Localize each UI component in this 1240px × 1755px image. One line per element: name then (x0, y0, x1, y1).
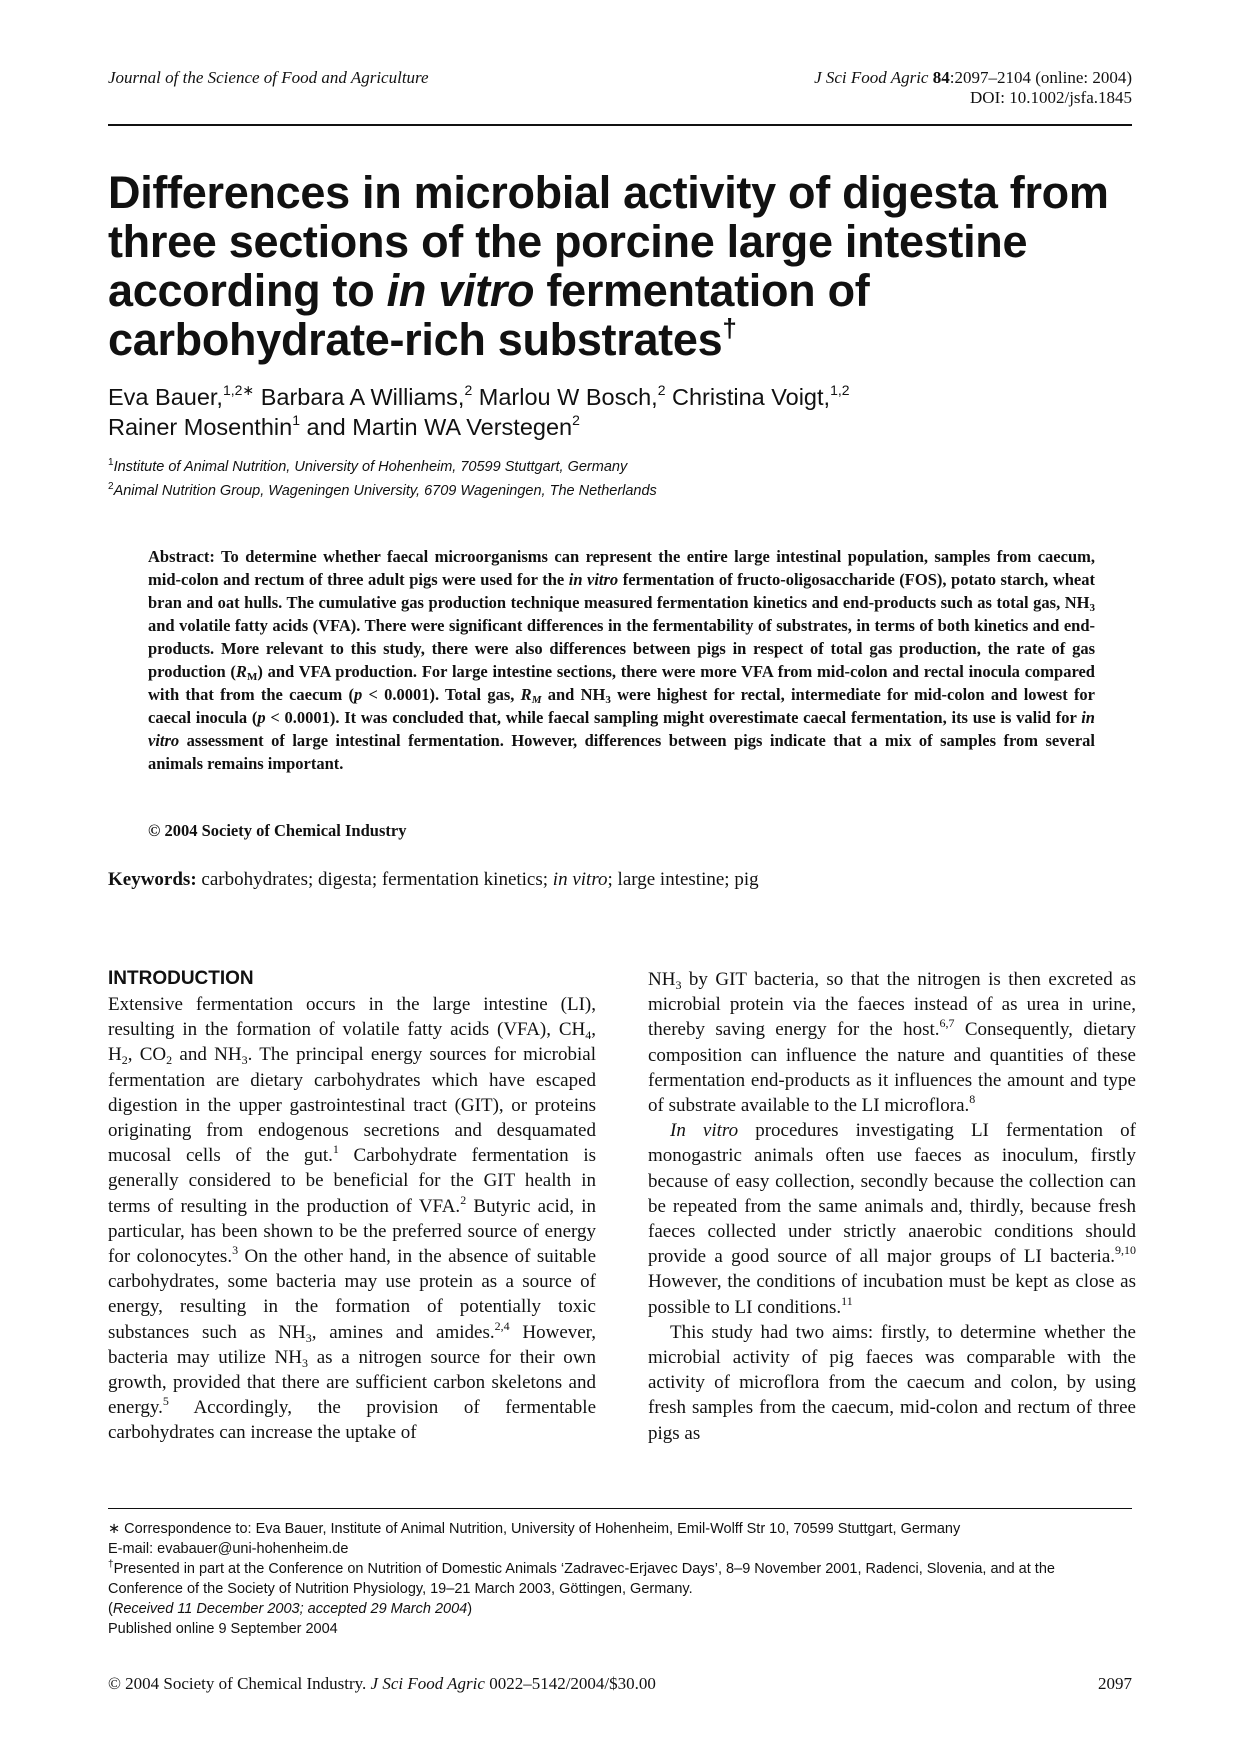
body-paragraph: In vitro procedures investigating LI fermentation of monogastric animals often use faeces as inoculum, firstly because of easy collection, secondly because the collection can be repeated from the same animals and, thirdly, because fresh faeces collected under strictly anaerobic conditions should provide a good source of all major groups of LI bacteria.$^{9,10}$ However, the conditions of incubation must be kept as close as possible to LI conditions.$^{11}$ (648, 1120, 1136, 1318)
published-date: Published online 9 September 2004 (108, 1621, 338, 1637)
citation-ref[interactable]: 6,7 (939, 1016, 955, 1031)
correspondence-footnote: ∗ Correspondence to: Eva Bauer, Institute of Animal Nutrition, University of Hohenheim, Emil-Wolff Str 10, 70599 Stuttgart, Germany (108, 1521, 961, 1537)
citation-ref[interactable]: 3 (232, 1243, 239, 1258)
citation-ref[interactable]: 8 (969, 1092, 976, 1107)
journal-pages: :2097–2104 (online: 2004) (949, 68, 1132, 87)
body-paragraph: Extensive fermentation occurs in the large intestine (LI), resulting in the formation of volatile fatty acids (VFA), $CH_4$, $H_2$, $CO_2$ and $NH_3$. The principal energy sources for microbial fermentation are dietary carbohydrates which have escaped digestion in the upper gastrointestinal tract (GIT), or proteins originating from endogenous secretions and desquamated mucosal cells of the gut.$^1$ Carbohydrate fermentation is generally considered to be beneficial for the GIT health in terms of resulting in the production of VFA.$^2$ Butyric acid, in particular, has been shown to be the preferred source of energy for colonocytes.$^3$ On the other hand, in the absence of suitable carbohydrates, some bacteria may use protein as a source of energy, resulting in the formation of potentially toxic substances such as $NH_3$, amines and amides.$^{2,4}$ However, bacteria may utilize $NH_3$ as a nitrogen source for their own growth, provided that there are sufficient carbon skeletons and energy.$^5$ Accordingly, the provision of fermentable carbohydrates can increase the uptake of (108, 994, 597, 1444)
received-dates: (Received 11 December 2003; accepted 29 March 2004) (108, 1601, 473, 1617)
citation-ref[interactable]: 2,4 (494, 1318, 510, 1333)
footnotes (108, 1508, 1132, 1639)
author: Barbara A Williams, (254, 384, 465, 410)
author-list: Eva Bauer,$^{1,2∗}$ Barbara A Williams,$^2$ Marlou W Bosch,$^2$ Christina Voigt,$^{1,2}$ Rainer Mosenthin$^1$ and Martin WA Verstegen$^2$ (108, 382, 850, 440)
doi[interactable]: DOI: 10.1002/jsfa.1845 (970, 88, 1132, 107)
title-footnote-mark[interactable]: † (722, 313, 737, 343)
affiliation: $^2$Animal Nutrition Group, Wageningen University, 6709 Wageningen, The Netherlands (108, 481, 657, 499)
article-title: Differences in microbial activity of digesta from three sections of the porcine large intestine according to in vitro fermentation of carbohydrate-rich substrates† (108, 167, 1109, 365)
email[interactable]: E-mail: evabauer@uni-hohenheim.de (108, 1541, 349, 1557)
citation-ref[interactable]: 1 (332, 1142, 339, 1157)
citation-ref[interactable]: 2 (460, 1192, 467, 1207)
journal-name: Journal of the Science of Food and Agriculture (108, 68, 429, 87)
author: and Martin WA Verstegen (299, 414, 573, 440)
author: Christina Voigt, (665, 384, 831, 410)
page-number: 2097 (1098, 1674, 1132, 1693)
citation-ref[interactable]: 11 (841, 1293, 853, 1308)
citation-ref[interactable]: 5 (162, 1394, 169, 1409)
journal-header (108, 68, 1132, 126)
abstract-copyright: © 2004 Society of Chemical Industry (148, 821, 407, 840)
journal-citation (814, 68, 1132, 108)
journal-abbrev: J Sci Food Agric (814, 68, 929, 87)
author: Rainer Mosenthin (108, 414, 293, 440)
abstract: Abstract: To determine whether faecal microorganisms can represent the entire large intestinal population, samples from caecum, mid-colon and rectum of three adult pigs were used for the in vitro fermentation of fructo-oligosaccharide (FOS), potato starch, wheat bran and oat hulls. The cumulative gas production technique measured fermentation kinetics and end-products such as total gas, $NH_3$ and volatile fatty acids (VFA). There were significant differences in the fermentability of substrates, in terms of both kinetics and end-products. More relevant to this study, there were also differences between pigs in respect of total gas production, the rate of gas production $(R_M)$ and VFA production. For large intestine sections, there were more VFA from mid-colon and rectal inocula compared with that from the caecum (p < 0.0001). Total gas, $R_M$ and $NH_3$ were highest for rectal, intermediate for mid-colon and lowest for caecal inocula (p < 0.0001). It was concluded that, while faecal sampling might overestimate caecal fermentation, its use is valid for in vitro assessment of large intestinal fermentation. However, differences between pigs indicate that a mix of samples from several animals remains important. (148, 547, 1096, 773)
body-column-right (648, 967, 1136, 1446)
journal-volume: 84 (932, 68, 950, 87)
citation-ref[interactable]: 9,10 (1115, 1243, 1136, 1258)
section-heading-introduction: INTRODUCTION (108, 968, 254, 989)
abstract-label: Abstract: (148, 547, 215, 566)
presentation-footnote: †Presented in part at the Conference on Nutrition of Domestic Animals ‘Zadravec-Erjavec Days’, 8–9 November 2001, Radenci, Slovenia, and at the Conference of the Society of Nutrition Physiology, 19–21 March 2003, Göttingen, Germany. (108, 1559, 1055, 1597)
affiliations (108, 455, 1132, 503)
keywords: Keywords: carbohydrates; digesta; fermentation kinetics; in vitro; large intestine; pig (108, 869, 759, 890)
affiliation: $^1$Institute of Animal Nutrition, University of Hohenheim, 70599 Stuttgart, Germany (108, 457, 628, 475)
author: Marlou W Bosch, (472, 384, 658, 410)
body-paragraph: This study had two aims: firstly, to determine whether the microbial activity of pig faeces was comparable with the activity of microflora from the caecum and colon, by using fresh samples from the caecum, mid-colon and rectum of three pigs as (648, 1321, 1136, 1444)
keywords-label: Keywords: (108, 869, 197, 890)
page-footer: © 2004 Society of Chemical Industry. J Sci Food Agric 0022–5142/2004/$30.00 2097 (108, 1674, 1132, 1693)
body-column-left (108, 967, 596, 1446)
author: Eva Bauer, (108, 384, 223, 410)
body-paragraph: $NH_3$ by GIT bacteria, so that the nitrogen is then excreted as microbial protein via the faeces instead of as urea in urine, thereby saving energy for the host.$^{6,7}$ Consequently, dietary composition can influence the nature and quantities of these fermentation end-products as it influences the amount and type of substrate available to the LI microflora.$^8$ (648, 969, 1136, 1117)
